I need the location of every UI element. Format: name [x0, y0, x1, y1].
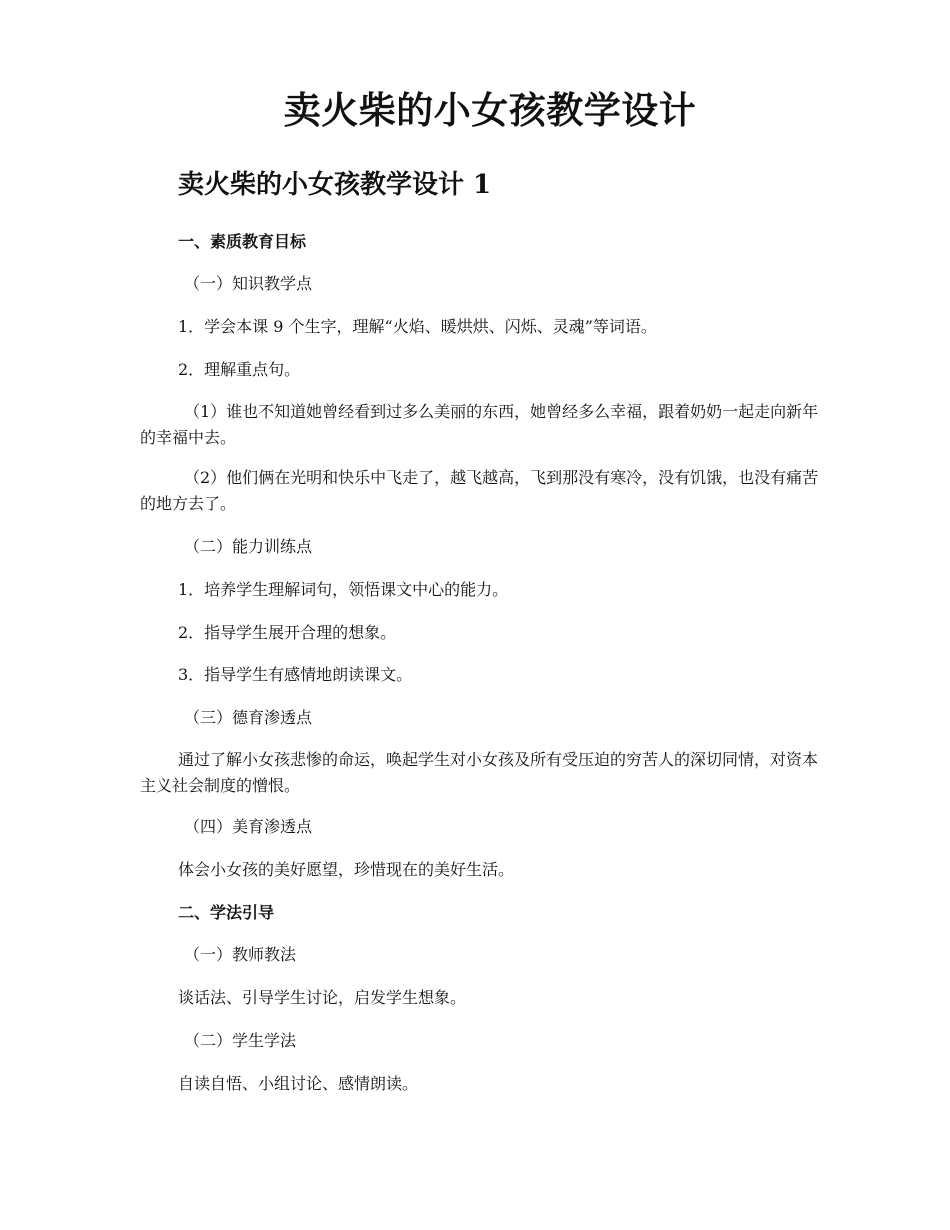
paragraph-knowledge-1: 1．学会本课 9 个生字，理解“火焰、暖烘烘、闪烁、灵魂”等词语。: [178, 317, 657, 336]
subheading-aesthetic-points: （四）美育渗透点: [184, 817, 313, 836]
paragraph-moral: 通过了解小女孩悲惨的命运，唤起学生对小女孩及所有受压迫的穷苦人的深切同情，对资本主义社会制度的憎恨。: [140, 750, 819, 795]
paragraph-knowledge-2: 2．理解重点句。: [178, 360, 301, 379]
paragraph-key-sentence-1: （1）谁也不知道她曾经看到过多么美丽的东西，她曾经多么幸福，跟着奶奶一起走向新年的幸福中去。: [140, 402, 819, 447]
paragraph-ability-2: 2．指导学生展开合理的想象。: [178, 623, 397, 642]
subheading-moral-points: （三）德育渗透点: [184, 708, 313, 727]
document-title: 卖火柴的小女孩教学设计: [283, 88, 697, 132]
subheading-teacher-methods: （一）教师教法: [184, 945, 297, 964]
heading-learning-guidance: 二、学法引导: [178, 903, 275, 922]
paragraph-ability-1: 1．培养学生理解词句，领悟课文中心的能力。: [178, 580, 509, 599]
paragraph-teacher-methods: 谈话法、引导学生讨论，启发学生想象。: [178, 988, 467, 1007]
paragraph-aesthetic: 体会小女孩的美好愿望，珍惜现在的美好生活。: [178, 860, 515, 879]
section-title: 卖火柴的小女孩教学设计 1: [178, 170, 492, 200]
paragraph-key-sentence-2: （2）他们俩在光明和快乐中飞走了，越飞越高，飞到那没有寒冷，没有饥饿，也没有痛苦的地方去了。: [140, 468, 819, 513]
subheading-ability-points: （二）能力训练点: [184, 537, 313, 556]
paragraph-student-methods: 自读自悟、小组讨论、感情朗读。: [178, 1074, 419, 1093]
paragraph-ability-3: 3．指导学生有感情地朗读课文。: [178, 665, 413, 684]
heading-quality-goals: 一、素质教育目标: [178, 232, 307, 251]
subheading-knowledge-points: （一）知识教学点: [184, 274, 313, 293]
subheading-student-methods: （二）学生学法: [184, 1031, 297, 1050]
